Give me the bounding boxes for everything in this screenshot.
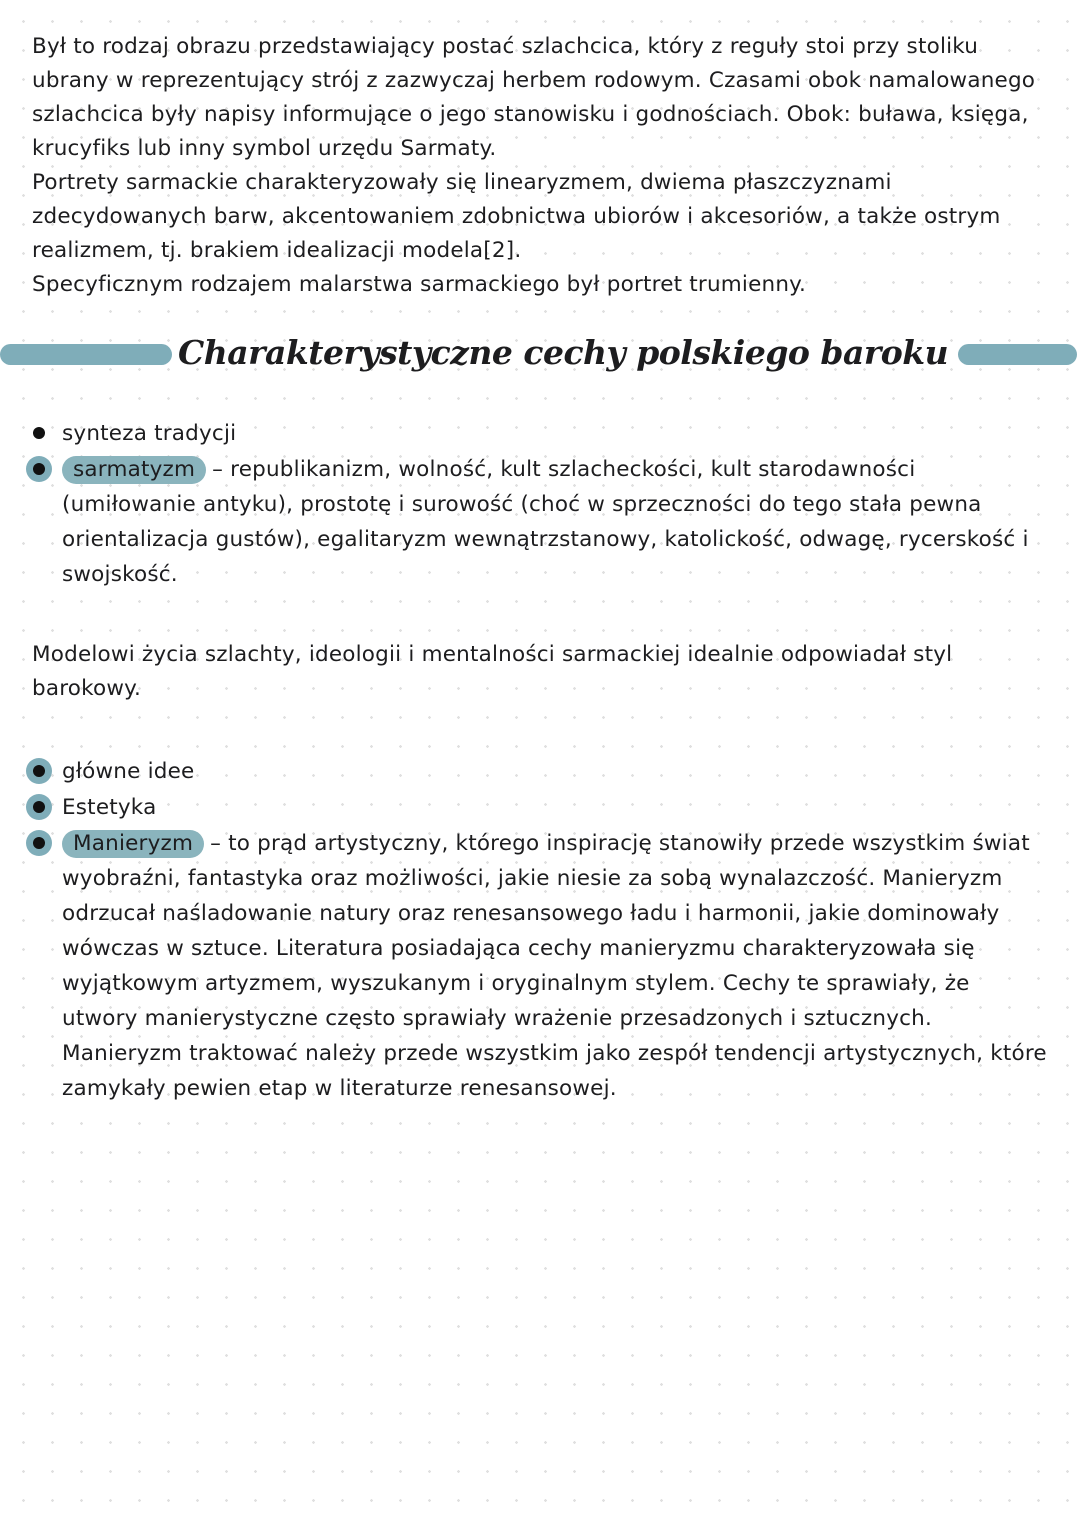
list-item-text xyxy=(62,826,1050,1106)
list-item-label: synteza tradycji xyxy=(62,421,237,446)
highlighted-term: Manieryzm xyxy=(62,830,204,858)
features-list xyxy=(32,416,1050,592)
intro-paragraph-2: Portrety sarmackie charakteryzowały się linearyzmem, dwiema płaszczyznami zdecydowanych barw, akcentowaniem zdobnictwa ubiorów i akcesoriów, a także ostrym realizmem, tj. brakiem idealizacji modela[2]. xyxy=(32,170,1001,263)
header-decoration-bar-left xyxy=(0,344,172,365)
list-item-text xyxy=(62,790,1050,825)
list-item-text xyxy=(62,754,1050,789)
list-item xyxy=(26,826,1050,1106)
list-item-label: – republikanizm, wolność, kult szlacheckości, kult starodawności (umiłowanie antyku), prostotę i surowość (choć w sprzeczności do tego stała pewna orientalizacja gustów), egalitaryzm wewnątrzstanowy, katolickość, odwagę, rycerskość i swojskość. xyxy=(62,457,1029,587)
middle-paragraph: Modelowi życia szlachty, ideologii i mentalności sarmackiej idealnie odpowiadał styl barokowy. xyxy=(32,642,953,701)
list-item-label: – to prąd artystyczny, którego inspirację stanowiły przede wszystkim świat wyobraźni, fantastyka oraz możliwości, jakie niesie za sobą wynalazczość. Manieryzm odrzucał naśladowanie natury oraz renesansowego ładu i harmonii, jakie dominowały wówczas w sztuce. Literatura posiadająca cechy manieryzmu charakteryzowała się wyjątkowym artyzmem, wyszukanym i oryginalnym stylem. Cechy te sprawiały, że utwory manierystyczne często sprawiały wrażenie przesadzonych i sztucznych. Manieryzm traktować należy przede wszystkim jako zespół tendencji artystycznych, które zamykały pewien etap w literaturze renesansowej. xyxy=(62,831,1047,1101)
bullet-ringed-dot-icon xyxy=(26,456,52,482)
highlighted-term: sarmatyzm xyxy=(62,456,206,484)
list-item xyxy=(26,452,1050,592)
list-item-text xyxy=(62,416,1050,451)
list-item xyxy=(26,790,1050,825)
intro-section xyxy=(32,30,1050,302)
bullet-ringed-dot-icon xyxy=(26,758,52,784)
bullet-dot-icon xyxy=(26,420,52,446)
list-item-label: główne idee xyxy=(62,759,195,784)
list-item-label: Estetyka xyxy=(62,795,157,820)
header-decoration-bar-right xyxy=(958,344,1077,365)
list-item xyxy=(26,754,1050,789)
intro-paragraph-3: Specyficznym rodzajem malarstwa sarmackiego był portret trumienny. xyxy=(32,272,807,297)
list-item-text xyxy=(62,452,1050,592)
section-title: Charakterystyczne cechy polskiego baroku xyxy=(178,332,949,372)
ideas-list xyxy=(32,754,1050,1106)
bullet-ringed-dot-icon xyxy=(26,794,52,820)
intro-paragraph-1: Był to rodzaj obrazu przedstawiający postać szlachcica, który z reguły stoi przy stoliku ubrany w reprezentujący strój z zazwyczaj herbem rodowym. Czasami obok namalowanego szlachcica były napisy informujące o jego stanowisku i godnościach. Obok: buława, księga, krucyfiks lub inny symbol urzędu Sarmaty. xyxy=(32,34,1036,161)
section-header xyxy=(32,332,1050,376)
bullet-ringed-dot-icon xyxy=(26,830,52,856)
list-item xyxy=(26,416,1050,451)
